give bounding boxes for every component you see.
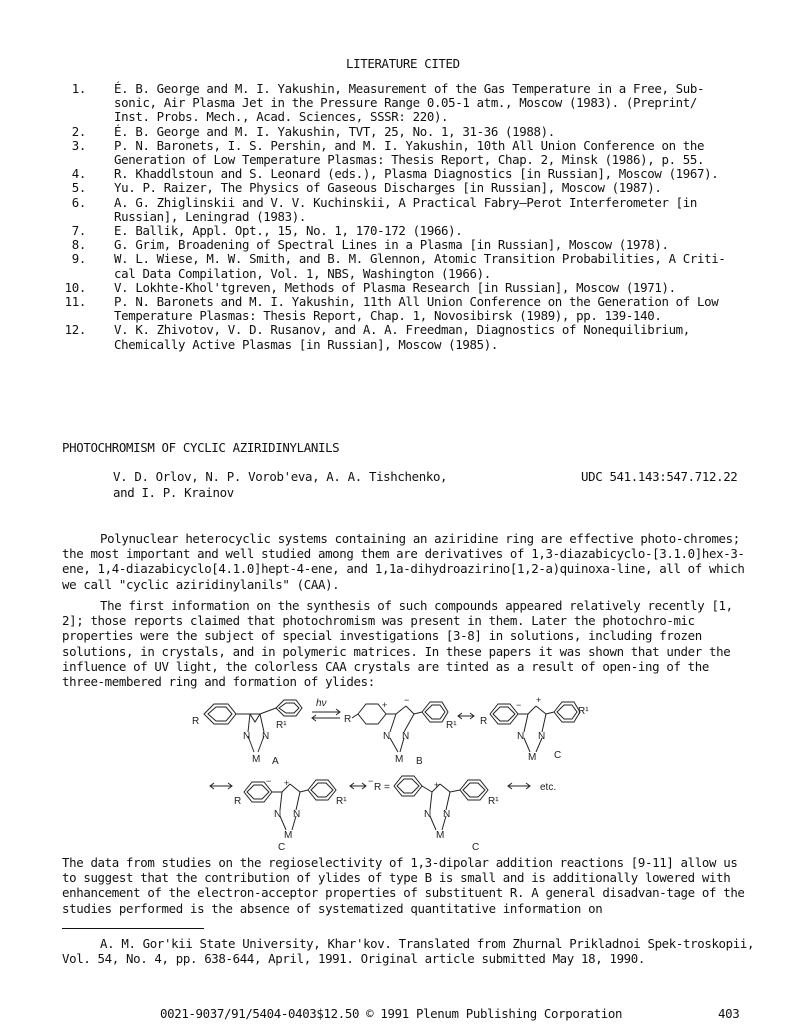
- reference-number: 5.: [71, 180, 86, 196]
- structure-a: [192, 700, 302, 767]
- reference-text: V. Lokhte-Khol'tgreven, Methods of Plasma Research [in Russian], Moscow (1971).: [114, 279, 676, 295]
- label-m-a: M: [252, 754, 261, 765]
- reference-item: [60, 139, 760, 167]
- udc-code: UDC 541.143:547.712.22: [581, 469, 738, 484]
- article-title: PHOTOCHROMISM OF CYCLIC AZIRIDINYLANILS: [62, 440, 340, 455]
- label-n-b1: N: [383, 731, 391, 742]
- label-m-c2: M: [284, 830, 293, 841]
- footnote-rule: [62, 928, 204, 929]
- reference-number: 3.: [71, 137, 86, 153]
- label-etc: etc.: [540, 782, 557, 793]
- label-c2: C: [278, 842, 286, 852]
- label-n-a1: N: [243, 731, 251, 742]
- structure-c-1: [480, 695, 589, 763]
- label-n-a2: N: [262, 731, 270, 742]
- svg-text:+: +: [284, 778, 290, 788]
- label-n-c3b: N: [443, 809, 451, 820]
- svg-text:=: =: [384, 782, 390, 793]
- reference-text: G. Grim, Broadening of Spectral Lines in a Plasma [in Russian], Moscow (1978).: [114, 237, 669, 253]
- label-r-c3: R: [374, 782, 382, 793]
- article-authors: V. D. Orlov, N. P. Vorob'eva, A. A. Tishchenko, and I. P. Krainov: [113, 469, 448, 500]
- structure-c-3: [368, 776, 499, 852]
- label-r1-a: R¹: [276, 720, 287, 731]
- label-r1-c2: R¹: [336, 796, 347, 807]
- reference-text: P. N. Baronets, I. S. Pershin, and M. I. Yakushin, 10th All Union Conference on the Generation of Low Temperature Plasmas: Thesis Report, Chap. 2, Minsk (1986), p. 55.: [114, 137, 705, 168]
- reference-number: 10.: [64, 279, 86, 295]
- label-r1-b: R¹: [446, 720, 457, 731]
- literature-cited-heading: LITERATURE CITED: [346, 56, 460, 71]
- label-r-c2: R: [234, 796, 242, 807]
- reference-text: E. Ballik, Appl. Opt., 15, No. 1, 170-172 (1966).: [114, 223, 463, 239]
- hv-arrow: [312, 698, 340, 721]
- label-r-a: R: [192, 716, 200, 727]
- label-r1-c3: R¹: [488, 796, 499, 807]
- reference-item: [60, 181, 760, 195]
- label-r1-c1: R¹: [578, 706, 589, 717]
- reference-text: V. K. Zhivotov, V. D. Rusanov, and A. A. Freedman, Diagnostics of Nonequilibrium, Chemically Active Plasmas [in Russian], Moscow (1985).: [114, 322, 690, 352]
- reference-number: 4.: [71, 166, 86, 182]
- structure-b: [344, 695, 448, 767]
- label-n-c1a: N: [517, 731, 525, 742]
- paragraph-history: The first information on the synthesis of such compounds appeared relatively recently [1, 2]; those reports claimed that photochromism was present in them. Later the photochro-mic properties were the subject of special investigations [3-8] in solutions, including frozen solutions, in crystals, and in polymeric matrices. In these papers it was shown that under the influence of UV light, the colorless CAA crystals are tinted as a result of open-ing of the three-membered ring and formation of ylides:: [62, 598, 733, 690]
- label-hv: hν: [316, 698, 327, 709]
- reference-item: [60, 281, 760, 295]
- ylide-reaction-scheme: [190, 692, 790, 852]
- label-n-c1b: N: [538, 731, 546, 742]
- affiliation-footnote: A. M. Gor'kii State University, Khar'kov. Translated from Zhurnal Prikladnoi Spek-troskopii, Vol. 54, No. 4, pp. 638-644, April, 1991. Original article submitted May 18, 1990.: [62, 936, 755, 966]
- label-n-c2b: N: [293, 809, 301, 820]
- reference-text: É. B. George and M. I. Yakushin, TVT, 25, No. 1, 31-36 (1988).: [114, 123, 555, 139]
- reference-number: 9.: [71, 251, 86, 267]
- reference-number: 11.: [64, 294, 86, 310]
- reference-item: [60, 295, 760, 323]
- reference-item: [60, 252, 760, 280]
- reference-text: Yu. P. Raizer, The Physics of Gaseous Discharges [in Russian], Moscow (1987).: [114, 180, 662, 196]
- reference-item: [60, 238, 760, 252]
- resonance-arrow-1: [458, 713, 474, 719]
- reference-number: 7.: [71, 223, 86, 239]
- paragraph-regioselectivity: The data from studies on the regioselectivity of 1,3-dipolar addition reactions [9-11] allow us to suggest that the contribution of ylides of type B is small and is additionally lowered with enhancement of the electron-acceptor properties of substituent R. A general disadvan-tage of the studies performed is the absence of systematized quantitative information on: [62, 855, 745, 916]
- resonance-arrow-3: [350, 783, 366, 789]
- svg-text:−: −: [368, 776, 374, 786]
- reference-item: [60, 224, 760, 238]
- label-n-b2: N: [402, 731, 410, 742]
- reference-number: 2.: [71, 123, 86, 139]
- svg-text:−: −: [516, 700, 522, 710]
- reference-text: R. Khaddlstoun and S. Leonard (eds.), Plasma Diagnostics [in Russian], Moscow (1967).: [114, 166, 719, 182]
- label-c1: C: [554, 750, 562, 761]
- reference-text: A. G. Zhiglinskii and V. V. Kuchinskii, A Practical Fabry–Perot Interferometer [in Russian], Leningrad (1983).: [114, 194, 698, 224]
- reference-number: 6.: [71, 194, 86, 210]
- reference-number: 1.: [71, 81, 86, 96]
- publisher-line: 0021-9037/91/5404-0403$12.50 © 1991 Plenum Publishing Corporation: [160, 1006, 623, 1021]
- resonance-arrow-4: [508, 783, 530, 789]
- label-b: B: [416, 756, 423, 767]
- label-r-b: R: [344, 714, 352, 725]
- label-a: A: [272, 756, 279, 767]
- reference-item: [60, 196, 760, 224]
- paragraph-intro: Polynuclear heterocyclic systems containing an aziridine ring are effective photo-chromes; the most important and well studied among them are derivatives of 1,3-diazabicyclo-[3.1.0]hex-3-ene, 1,4-diazabicyclo[4.1.0]hept-4-ene, and 1,1a-dihydroazirino[1,2-a)quinoxa-line, all of which we call "cyclic aziridinylanils" (CAA).: [62, 531, 745, 592]
- label-n-c3a: N: [424, 809, 432, 820]
- label-c3: C: [472, 842, 480, 852]
- label-m-b: M: [395, 754, 404, 765]
- label-n-c2a: N: [274, 809, 282, 820]
- svg-text:+: +: [536, 695, 542, 705]
- reference-text: É. B. George and M. I. Yakushin, Measurement of the Gas Temperature in a Free, Sub- sonic, Air Plasma Jet in the Pressure Range 0.05-1 atm., Moscow (1983). (Preprint/ Inst. Probs. Mech., Acad. Sciences, SSSR: 220).: [114, 81, 705, 125]
- svg-text:−: −: [404, 695, 410, 705]
- reference-item: [60, 323, 760, 351]
- reference-number: 8.: [71, 237, 86, 253]
- reference-list: [60, 82, 760, 352]
- reference-item: [60, 82, 760, 125]
- label-m-c1: M: [528, 752, 537, 763]
- reference-text: W. L. Wiese, M. W. Smith, and B. M. Glennon, Atomic Transition Probabilities, A Criti- cal Data Compilation, Vol. 1, NBS, Washington (1966).: [114, 251, 726, 281]
- page-number: 403: [718, 1006, 740, 1021]
- reference-item: [60, 125, 760, 139]
- reference-number: 12.: [64, 322, 86, 338]
- structure-c-2: [234, 776, 347, 852]
- svg-text:−: −: [266, 776, 272, 786]
- svg-text:+: +: [434, 780, 440, 790]
- reference-text: P. N. Baronets and M. I. Yakushin, 11th All Union Conference on the Generation of Low Temperature Plasmas: Thesis Report, Chap. 1, Novosibirsk (1989), pp. 139-140.: [114, 294, 719, 324]
- svg-text:+: +: [382, 700, 388, 710]
- label-m-c3: M: [436, 830, 445, 841]
- label-r-c1: R: [480, 716, 488, 727]
- resonance-arrow-2: [210, 783, 232, 789]
- reference-item: [60, 167, 760, 181]
